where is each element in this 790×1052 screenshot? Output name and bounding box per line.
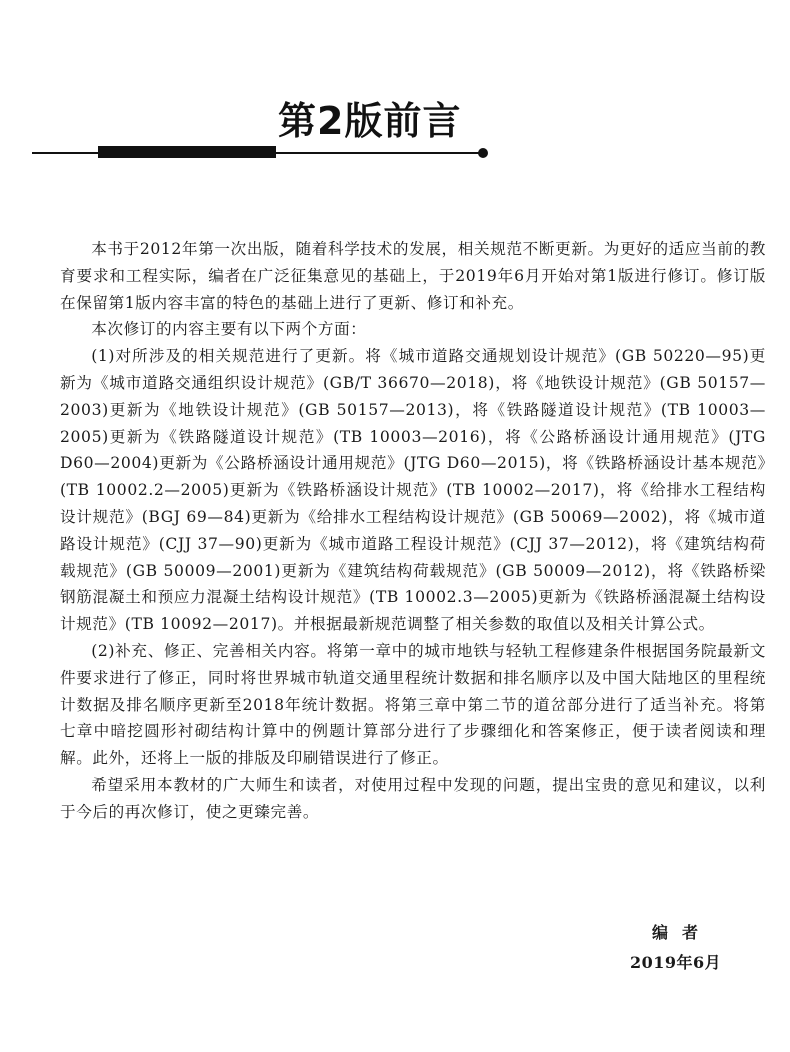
signature-date: 2019年6月 (630, 953, 722, 972)
paragraph-closing: 希望采用本教材的广大师生和读者，对使用过程中发现的问题，提出宝贵的意见和建议，以利于今后的再次修订，使之更臻完善。 (60, 775, 766, 821)
page-title: 第2版前言 (278, 99, 462, 143)
header-banner (0, 0, 790, 175)
preface-body (60, 236, 766, 826)
signature-block (630, 918, 740, 978)
title-rule-block (98, 146, 276, 158)
title-rule-dot (478, 148, 488, 158)
paragraph-standards-update: (1)对所涉及的相关规范进行了更新。将《城市道路交通规划设计规范》(GB 50220—95)更新为《城市道路交通组织设计规范》(GB/T 36670—2018)，将《地铁设计规范》(GB 50157—2003)更新为《地铁设计规范》(GB 50157—2013)，将《铁路隧道设计规范》(TB 10003—2005)更新为《铁路隧道设计规范》(TB 10003—2016)，将《公路桥涵设计通用规范》(JTG D60—2004)更新为《公路桥涵设计通用规范》(JTG D60—2015)，将《铁路桥涵设计基本规范》(TB 10002.2—2005)更新为《铁路桥涵设计规范》(TB 10002—2017)，将《给排水工程结构设计规范》(BGJ 69—84)更新为《给排水工程结构设计规范》(GB 50069—2002)，将《城市道路设计规范》(CJJ 37—90)更新为《城市道路工程设计规范》(CJJ 37—2012)，将《建筑结构荷载规范》(GB 50009—2001)更新为《建筑结构荷载规范》(GB 50009—2012)，将《铁路桥梁钢筋混凝土和预应力混凝土结构设计规范》(TB 10002.3—2005)更新为《铁路桥涵混凝土结构设计规范》(TB 10092—2017)。并根据最新规范调整了相关参数的取值以及相关计算公式。 (60, 347, 766, 634)
paragraph-summary: 本次修订的内容主要有以下两个方面： (91, 320, 367, 339)
paragraph-content-revision: (2)补充、修正、完善相关内容。将第一章中的城市地铁与轻轨工程修建条件根据国务院最新文件要求进行了修正，同时将世界城市轨道交通里程统计数据和排名顺序以及中国大陆地区的里程统计数据及排名顺序更新至2018年统计数据。将第三章中第二节的道岔部分进行了适当补充。将第七章中暗挖圆形衬砌结构计算中的例题计算部分进行了步骤细化和答案修正，便于读者阅读和理解。此外，还将上一版的排版及印刷错误进行了修正。 (60, 641, 766, 768)
signature-editor: 编者 (652, 923, 713, 942)
paragraph-intro: 本书于2012年第一次出版，随着科学技术的发展，相关规范不断更新。为更好的适应当前的教育要求和工程实际，编者在广泛征集意见的基础上，于2019年6月开始对第1版进行修订。修订版在保留第1版内容丰富的特色的基础上进行了更新、修订和补充。 (60, 240, 766, 312)
